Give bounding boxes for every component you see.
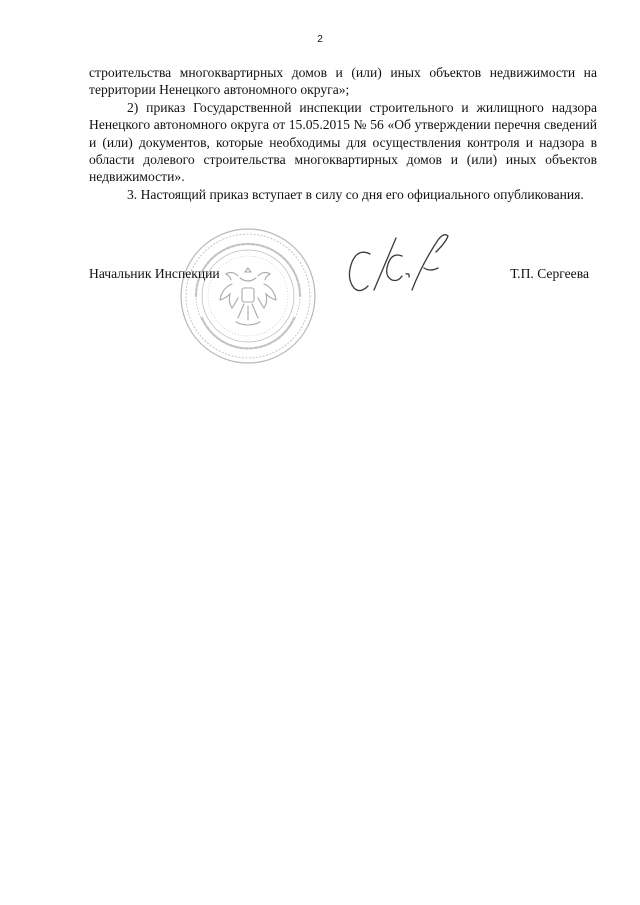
paragraph-item-2: 2) приказ Государственной инспекции строительного и жилищного надзора Ненецкого автономного округа от 15.05.2015 № 56 «Об утверждении перечня сведений и (или) документов, которые необходимы для осуществления контроля и надзора в области долевого строительства многоквартирных домов и (или) иных объектов недвижимости». (89, 99, 597, 185)
signer-position: Начальник Инспекции (89, 266, 220, 281)
signer-name: Т.П. Сергеева (510, 266, 589, 281)
page-number: 2 (317, 34, 323, 45)
handwritten-signature-icon (340, 228, 460, 303)
paragraph-item-3: 3. Настоящий приказ вступает в силу со дня его официального опубликования. (127, 186, 584, 202)
document-body (89, 64, 597, 203)
official-seal-icon (178, 226, 318, 366)
paragraph-continuation: строительства многоквартирных домов и (или) иных объектов недвижимости на территории Ненецкого автономного округа»; (89, 65, 597, 98)
